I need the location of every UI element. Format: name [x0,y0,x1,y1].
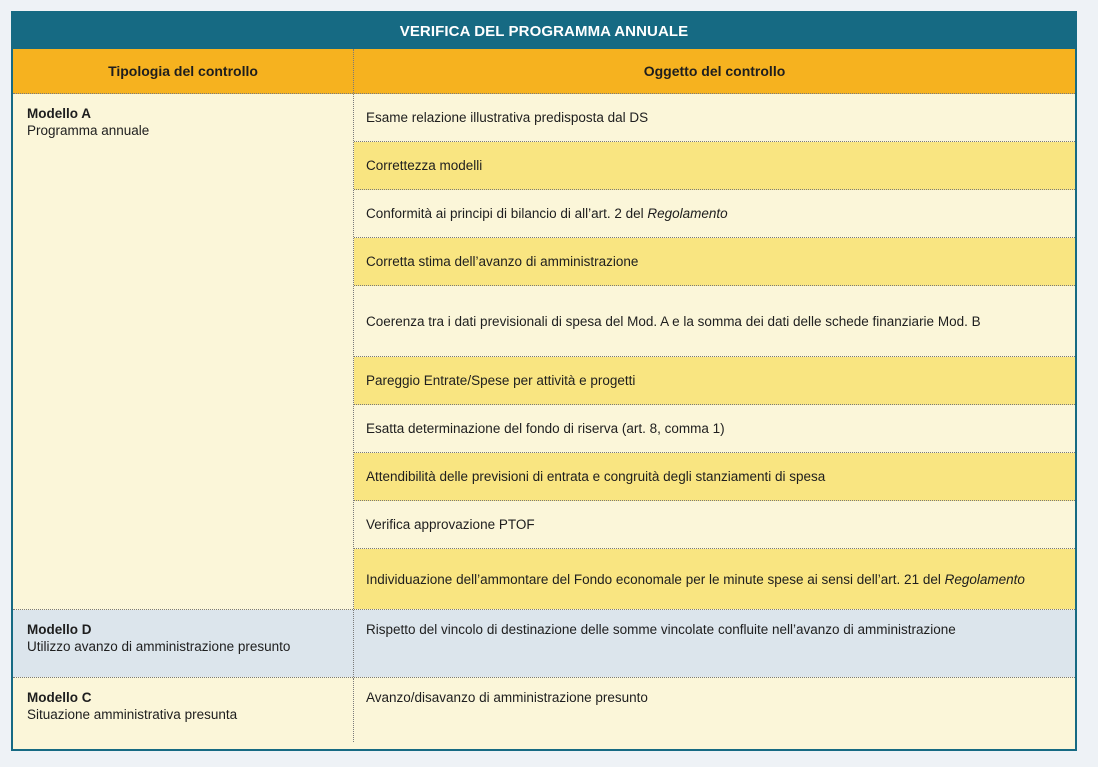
table-row [354,549,1075,609]
group-modello-c [13,678,1075,742]
table-row [354,453,1075,501]
group-label [13,94,354,609]
row-text: Avanzo/disavanzo di amministrazione presunto [366,690,648,705]
table-row [354,357,1075,405]
header-row [13,49,1075,94]
group-label [13,610,354,677]
group-desc: Programma annuale [27,123,150,138]
table-title: VERIFICA DEL PROGRAMMA ANNUALE [13,13,1075,49]
table-row [354,94,1075,142]
group-name: Modello A [27,106,91,121]
group-name: Modello C [27,690,92,705]
row-text: Correttezza modelli [366,158,483,173]
table-row [354,238,1075,286]
group-modello-d [13,610,1075,678]
row-text: Pareggio Entrate/Spese per attività e progetti [366,373,636,388]
row-text: Corretta stima dell’avanzo di amministrazione [366,254,639,269]
table-row [354,142,1075,190]
group-name: Modello D [27,622,92,637]
header-oggetto: Oggetto del controllo [643,63,786,79]
table-row [354,610,1075,677]
row-text: Rispetto del vincolo di destinazione delle somme vincolate confluite nell’avanzo di amministrazione [366,622,956,637]
group-items [354,94,1075,609]
header-tipologia: Tipologia del controllo [13,49,354,93]
row-text: Individuazione dell’ammontare del Fondo economale per le minute spese ai sensi dell’art. 21 del Regolamento [366,571,1025,587]
row-text: Verifica approvazione PTOF [366,517,535,532]
table-row [354,501,1075,549]
table-row [354,286,1075,357]
group-label [13,678,354,742]
row-text: Esatta determinazione del fondo di riserva (art. 8, comma 1) [366,421,725,436]
group-desc: Situazione amministrativa presunta [27,707,238,722]
row-text: Esame relazione illustrativa predisposta dal DS [366,110,649,125]
group-desc: Utilizzo avanzo di amministrazione presunto [27,639,291,654]
row-text: Coerenza tra i dati previsionali di spesa del Mod. A e la somma dei dati delle schede finanziarie Mod. B [366,313,981,329]
table-row [354,678,1075,742]
group-items [354,678,1075,742]
group-modello-a [13,94,1075,610]
verification-table [11,11,1077,751]
group-items [354,610,1075,677]
table-row [354,190,1075,238]
row-text: Attendibilità delle previsioni di entrata e congruità degli stanziamenti di spesa [366,469,826,484]
row-text: Conformità ai principi di bilancio di all’art. 2 del Regolamento [366,206,728,221]
table-row [354,405,1075,453]
